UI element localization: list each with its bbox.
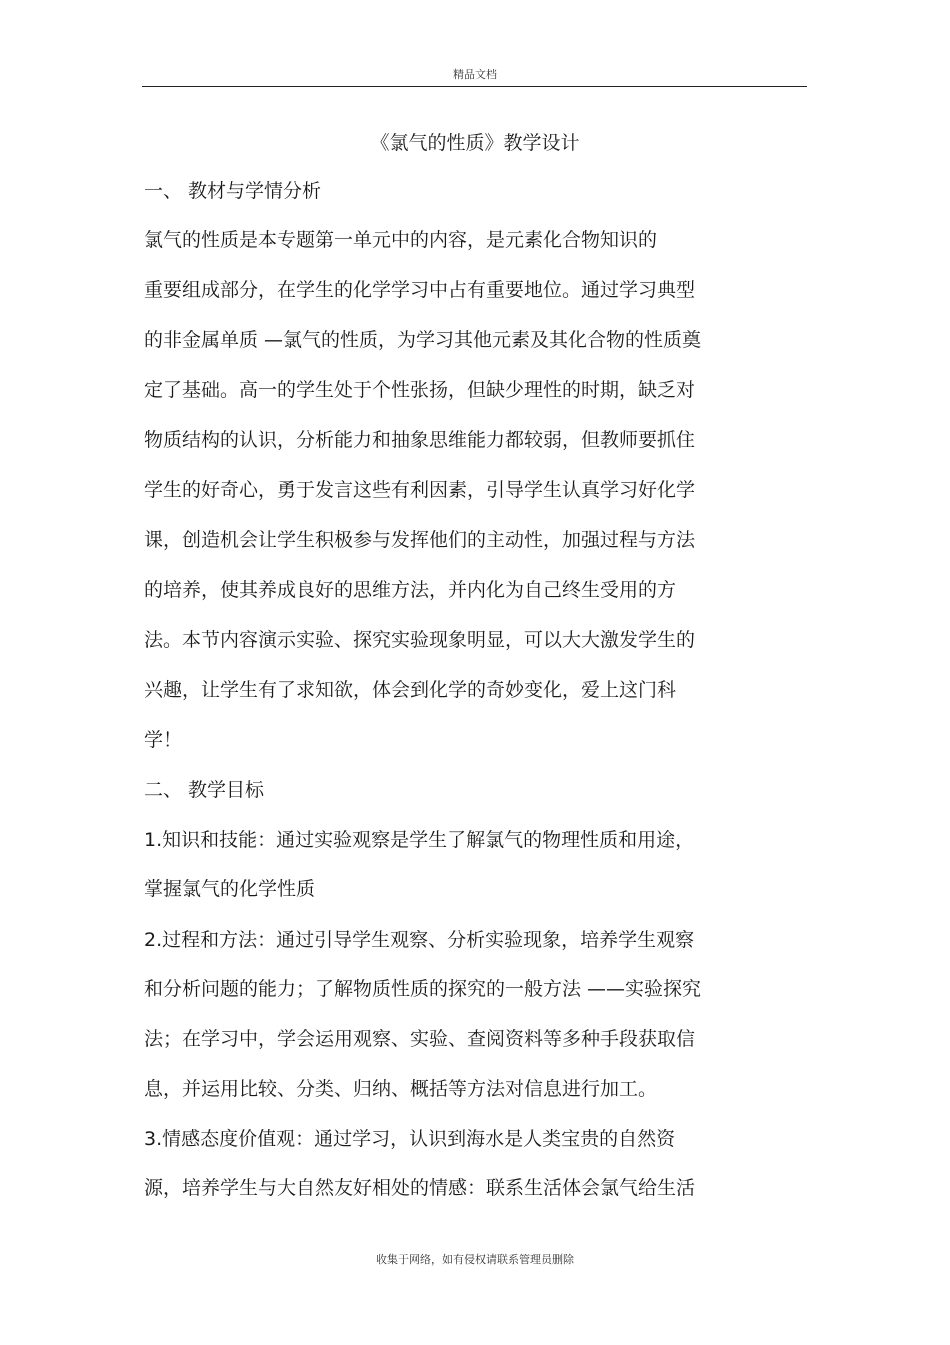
objective-line: 和分析问题的能力；了解物质性质的探究的一般方法 ——实验探究 (144, 978, 702, 1000)
objective-line: 掌握氯气的化学性质 (144, 878, 316, 900)
paragraph-line: 学！ (144, 729, 183, 751)
objective-line: 2.过程和方法：通过引导学生观察、分析实验现象，培养学生观察 (144, 929, 695, 951)
paragraph-line: 学生的好奇心，勇于发言这些有利因素，引导学生认真学习好化学 (144, 479, 696, 501)
objective-line: 3.情感态度价值观：通过学习，认识到海水是人类宝贵的自然资 (144, 1128, 676, 1150)
paragraph-line: 重要组成部分，在学生的化学学习中占有重要地位。通过学习典型 (144, 279, 696, 301)
paragraph-line: 的培养，使其养成良好的思维方法，并内化为自己终生受用的方 (144, 579, 677, 601)
document-title: 《氯气的性质》教学设计 (370, 132, 580, 154)
paragraph-line: 定了基础。高一的学生处于个性张扬，但缺少理性的时期，缺乏对 (144, 379, 696, 401)
section-heading: 二、 教学目标 (144, 779, 265, 801)
objective-line: 法；在学习中，学会运用观察、实验、查阅资料等多种手段获取信 (144, 1028, 696, 1050)
objective-line: 息，并运用比较、分类、归纳、概括等方法对信息进行加工。 (144, 1078, 658, 1100)
header-divider (142, 86, 807, 87)
paragraph-line: 物质结构的认识，分析能力和抽象思维能力都较弱，但教师要抓住 (144, 429, 696, 451)
paragraph-line: 法。本节内容演示实验、探究实验现象明显，可以大大激发学生的 (144, 629, 696, 651)
paragraph-line: 兴趣，让学生有了求知欲，体会到化学的奇妙变化，爱上这门科 (144, 679, 677, 701)
paragraph-line: 的非金属单质 —氯气的性质，为学习其他元素及其化合物的性质奠 (144, 329, 702, 351)
page-header: 精品文档 (453, 68, 497, 81)
section-heading: 一、 教材与学情分析 (144, 180, 322, 202)
paragraph-line: 课，创造机会让学生积极参与发挥他们的主动性，加强过程与方法 (144, 529, 696, 551)
objective-line: 源，培养学生与大自然友好相处的情感：联系生活体会氯气给生活 (144, 1177, 696, 1199)
objective-line: 1.知识和技能：通过实验观察是学生了解氯气的物理性质和用途， (144, 829, 695, 851)
page-footer: 收集于网络，如有侵权请联系管理员删除 (376, 1253, 574, 1266)
paragraph-line: 氯气的性质是本专题第一单元中的内容，是元素化合物知识的 (144, 229, 658, 251)
